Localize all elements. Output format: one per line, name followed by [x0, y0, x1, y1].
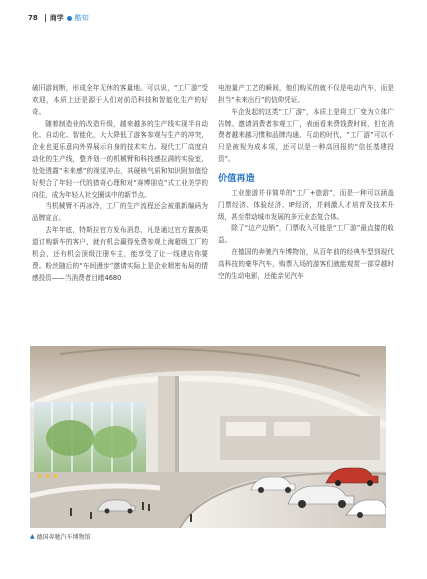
paragraph: 在德国的奔驰汽车博物馆，从百年前的经典车型到现代高科技的豪华汽车，购票入场的游客们就能观赏一部穿越时空的生动电影，还能亲见汽车 [218, 248, 394, 280]
photo-caption [30, 532, 91, 541]
caption-text: 德国奔驰汽车博物馆 [36, 534, 91, 541]
bullet-dot-icon [67, 16, 72, 21]
paragraph: 去年年底，特斯拉官方发布消息，凡是通过官方置换渠道订购新车的客户，就有机会赢得免费参观上海超级工厂的机会，还有机会顶级注册车主，能享受了让一线建店你要费。粉丝随后的“车间漫步”邀请实际上是企业精密布局的情感投资——当消费者目睹4680 [32, 226, 208, 282]
paragraph: 随着制造业的改造升级，越来越多的生产线实现半自动化、自动化、智能化，大大降低了游客参观与生产的冲突，企业也更乐意向外界展示自身的技术实力。现代工厂高度自动化的生产线，整齐划一的机械臂和科技感拉满的实验室，处处透露“未来感”的视觉冲击，其硬核气质和知识附加值恰好契合了年轻一代的猎奇心理和对“赛博朋克”式工业美学的向往，成为年轻人社交圈谈中的新节点。 [32, 119, 208, 199]
paragraph: 车企发起的这类“工厂游”，本质上是将工厂变为立体广告牌。邀请消费者参观工厂，表面看来费钱费时间，但在消费者越来越习惯和品牌沟通、互动的时代，“工厂游”可以不只是被视为成本项，还可以是一种高回报的“信任基建投资”。 [218, 107, 394, 164]
paragraph: 破旧游间断，形成全年无休的客量地。可以说，“工厂游”受欢迎，本质上还是源于人们对前沿科技和智能化生产的好奇。 [32, 84, 208, 116]
section-name: 商学 [49, 14, 64, 22]
left-text-column [32, 83, 208, 284]
paragraph: 工业旅游并非简单的“工厂+旅游”，而是一种可以涵盖门票经济、体验经济、IP经济，并刺激人才培育及技术升级，甚至带动城市发展的多元业态复合体。 [218, 188, 394, 221]
museum-interior-illustration [30, 346, 386, 528]
museum-photo [30, 346, 386, 528]
triangle-marker-icon: ▲ [30, 533, 35, 540]
page-number: 78 [28, 14, 38, 22]
subsection-name: 酷知 [74, 14, 89, 22]
paragraph: 电池量产工艺的瞬间，他们购买的就不仅是电动汽车，而是担当“未来出行”的信仰凭证。 [218, 84, 394, 104]
right-text-column [218, 83, 394, 283]
header-divider [45, 14, 46, 22]
paragraph: 当机械臂不再冰冷，工厂的生产流程还会被重新编码为品牌宣言。 [32, 202, 208, 223]
page-header [28, 11, 89, 25]
section-heading: 价值再造 [218, 172, 255, 184]
paragraph: 除了“边产边销”，门票收入可能是“工厂游”最直接的收益。 [218, 224, 394, 245]
